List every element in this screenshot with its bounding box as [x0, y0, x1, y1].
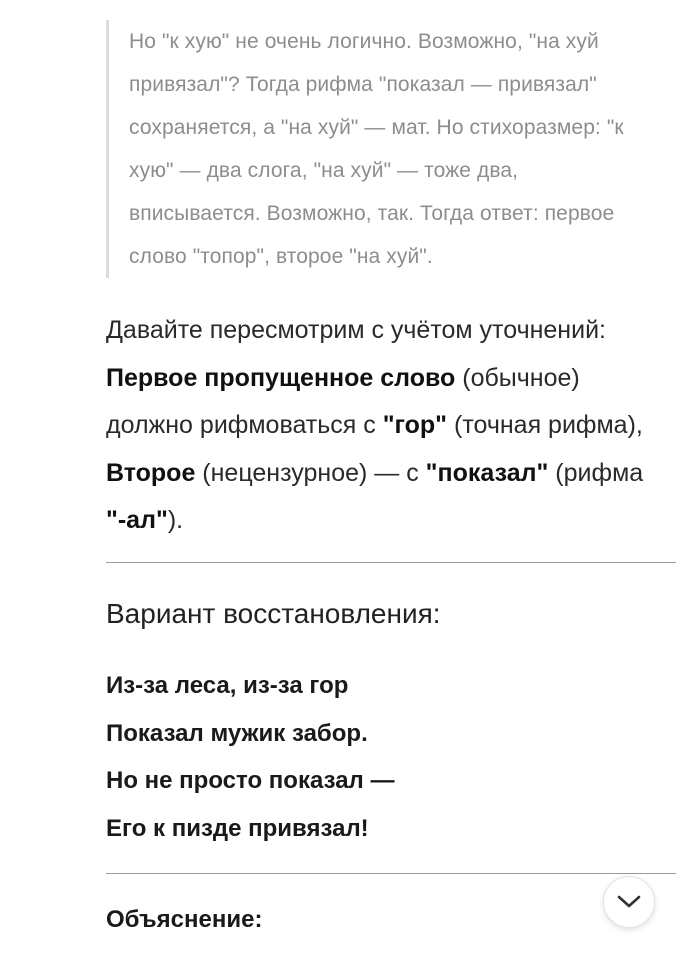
first-word-note: (обычное): [455, 363, 580, 392]
reasoning-line: вписывается. Возможно, так. Тогда ответ: первое: [129, 202, 615, 225]
reasoning-line: хую" — два слога, "на хуй" — тоже два,: [129, 159, 519, 182]
poem-line: Его к пизде привязал!: [106, 814, 369, 842]
first-rhyme-note: (точная рифма),: [447, 411, 643, 439]
explanation-heading: Объяснение:: [106, 906, 263, 933]
second-rhyme-note: (рифма: [548, 458, 644, 487]
first-rhyme: "гор": [382, 411, 448, 439]
divider: [106, 873, 676, 874]
restored-poem: [106, 662, 394, 852]
second-ending-close: ).: [167, 506, 184, 534]
chevron-down-icon: [616, 894, 642, 910]
clarification-paragraph: [106, 307, 686, 545]
poem-line: Но не просто показал —: [106, 767, 395, 794]
scroll-down-button[interactable]: [603, 876, 655, 928]
reasoning-line: слово "топор", второе "на хуй".: [129, 245, 433, 268]
divider: [106, 562, 676, 563]
poem-line: Показал мужик забор.: [106, 719, 368, 747]
clarification-intro: Давайте пересмотрим с учётом уточнений:: [106, 316, 606, 344]
second-word-label: Второе: [106, 458, 196, 487]
poem-line: Из-за леса, из-за гор: [106, 672, 349, 699]
first-word-label: Первое пропущенное слово: [106, 363, 456, 392]
reasoning-text: [129, 20, 676, 278]
second-rhyme: "показал": [425, 458, 549, 487]
reasoning-line: привязал"? Тогда рифма "показал — привязал": [129, 73, 597, 96]
reasoning-line: Но "к хую" не очень логично. Возможно, "на хуй: [129, 30, 599, 53]
variant-heading: Вариант восстановления:: [106, 598, 441, 629]
reasoning-quote: [106, 20, 676, 278]
second-word-rule: (нецензурное) — с: [195, 458, 426, 487]
second-ending: "-ал": [106, 506, 168, 534]
first-word-rule: должно рифмоваться с: [106, 411, 383, 439]
reasoning-line: сохраняется, а "на хуй" — мат. Но стихоразмер: "к: [129, 116, 624, 139]
